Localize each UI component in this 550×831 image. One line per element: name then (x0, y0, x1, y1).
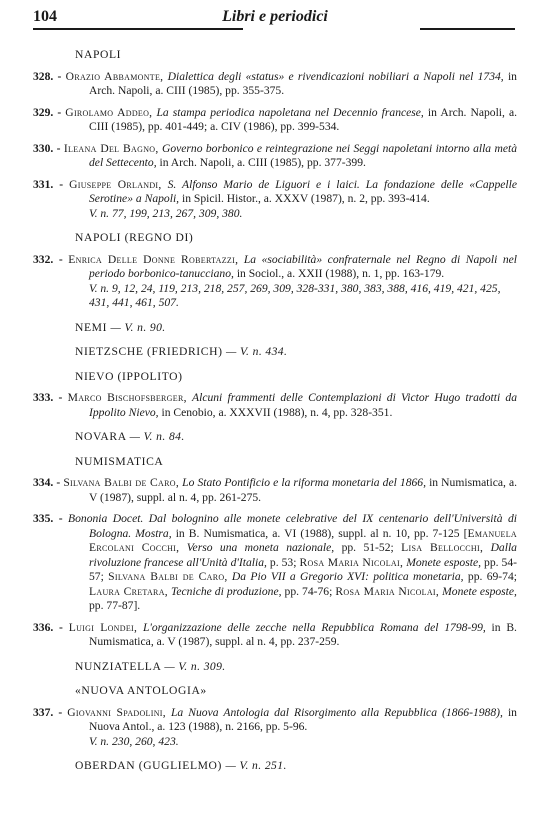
bibliography-body (33, 48, 517, 774)
running-title: Libri e periodici (222, 8, 328, 25)
header-rule-left (33, 28, 243, 30)
cross-reference: — V. n. 251. (225, 759, 287, 772)
cross-reference: — V. n. 90. (110, 320, 166, 334)
section-heading: NUMISMATICA (75, 454, 164, 468)
bibliography-entry: 328. - Orazio Abbamonte, Dialettica degli «status» e rivendicazioni nobiliari a Napoli nel 1734, in Arch. Napoli, a. CIII (1985), pp. 355-375. (33, 69, 517, 97)
bibliography-entry: 335. - Bononia Docet. Dal bolognino alle monete celebrative del IX centenario dell'Università di Bologna. Mostra, in B. Numismatica, a. VI (1988), suppl. al n. 10, pp. 7-125 [Emanuela Ercolani Cocchi, Verso una moneta nazionale, pp. 51-52; Lisa Bellocchi, Dalla rivoluzione francese all'Unità d'Italia, p. 53; Rosa Maria Nicolai, Monete esposte, pp. 54-57; Silvana Balbi de Caro, Da Pio VII a Gregorio XVI: politica monetaria, pp. 69-74; Laura Cretara, Tecniche di produzione, pp. 74-76; Rosa Maria Nicolai, Monete esposte, pp. 77-87]. (33, 512, 517, 612)
section-heading: «NUOVA ANTOLOGIA» (75, 684, 207, 697)
bibliography-entry: 331. - Giuseppe Orlandi, S. Alfonso Mario de Liguori e i laici. La fondazione delle «Cappelle Serotine» a Napoli, in Spicil. Histor., a. XXXV (1987), n. 2, pp. 393-414. (33, 177, 517, 205)
bibliography-entry: 336. - Luigi Londei, L'organizzazione delle zecche nella Repubblica Romana del 1798-99, in B. Numismatica, a. V (1987), suppl. al n. 4, pp. 237-259. (33, 620, 517, 648)
cross-reference: V. n. 77, 199, 213, 267, 309, 380. (89, 206, 243, 220)
cross-reference: — V. n. 309. (164, 659, 226, 673)
cross-reference: — V. n. 84. (129, 430, 185, 443)
section-heading: NEMI — V. n. 90. (75, 320, 166, 334)
bibliography-entry: 332. - Enrica Delle Donne Robertazzi, La «sociabilità» confraternale nel Regno di Napoli nel periodo borbonico-tanucciano, in Sociol., a. XXII (1988), n. 1, pp. 163-179. (33, 252, 517, 280)
section-heading: NOVARA — V. n. 84. (75, 430, 185, 443)
bibliography-entry: 329. - Girolamo Addeo, La stampa periodica napoletana nel Decennio francese, in Arch. Napoli, a. CIII (1985), pp. 401-449; a. CIV (1986), pp. 399-534. (33, 105, 518, 133)
cross-reference: V. n. 9, 12, 24, 119, 213, 218, 257, 269, 309, 328-331, 380, 383, 388, 416, 419, 421, 425, 431, 441, 461, 507. (89, 281, 501, 309)
header-rule-right (420, 28, 515, 30)
section-heading: NIEVO (IPPOLITO) (75, 369, 183, 383)
page-number: 104 (33, 8, 57, 25)
section-heading: OBERDAN (GUGLIELMO) — V. n. 251. (75, 759, 287, 772)
cross-reference: V. n. 230, 260, 423. (89, 734, 179, 748)
section-heading: NIETZSCHE (FRIEDRICH) — V. n. 434. (75, 345, 288, 358)
bibliography-entry: 337. - Giovanni Spadolini, La Nuova Antologia dal Risorgimento alla Repubblica (1866-1988), in Nuova Antol., a. 123 (1988), n. 2166, pp. 5-96. (33, 705, 517, 733)
bibliography-entry: 334. - Silvana Balbi de Caro, Lo Stato Pontificio e la riforma monetaria del 1866, in Numismatica, a. V (1987), suppl. al n. 4, pp. 261-275. (33, 476, 517, 504)
cross-reference: — V. n. 434. (226, 345, 288, 358)
page-header (33, 8, 517, 30)
section-heading: NAPOLI (REGNO DI) (75, 231, 194, 244)
bibliography-entry: 330. - Ileana Del Bagno, Governo borbonico e reintegrazione nei Seggi napoletani intorno alla metà del Settecento, in Arch. Napoli, a. CIII (1985), pp. 377-399. (33, 141, 518, 169)
bibliography-entry: 333. - Marco Bischofsberger, Alcuni frammenti delle Contemplazioni di Victor Hugo tradotti da Ippolito Nievo, in Cenobio, a. XXXVII (1988), n. 4, pp. 328-351. (33, 391, 517, 419)
section-heading: NAPOLI (75, 48, 122, 61)
section-heading: NUNZIATELLA — V. n. 309. (75, 659, 226, 673)
